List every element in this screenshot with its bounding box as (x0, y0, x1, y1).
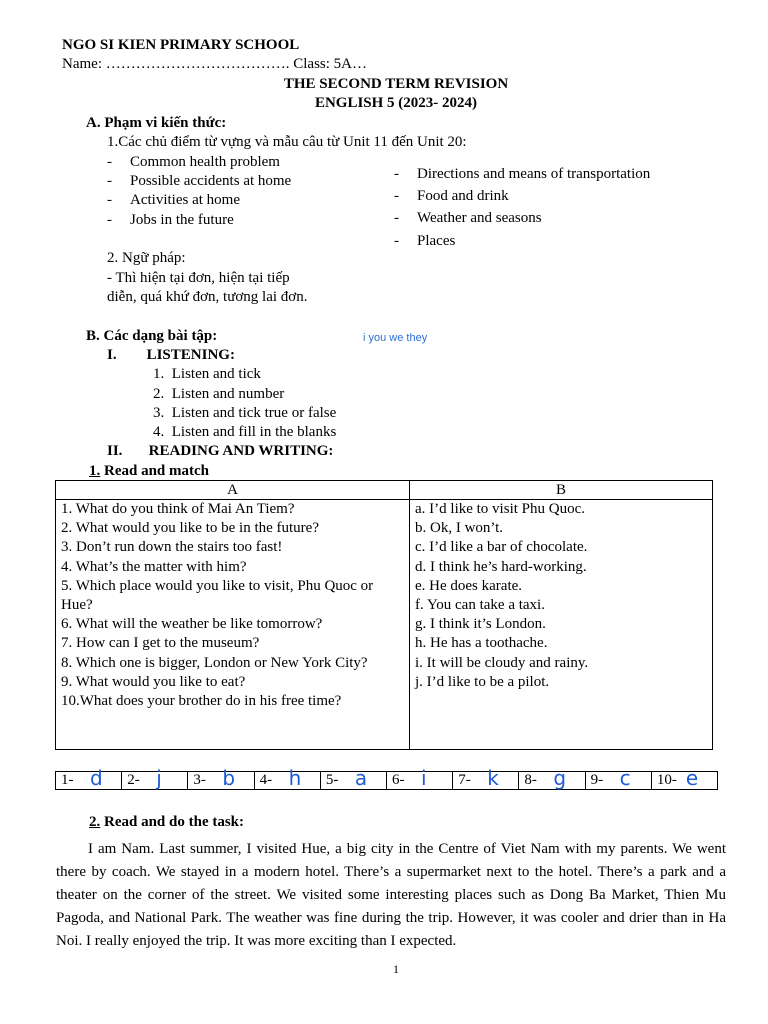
answer-label: 10- (656, 772, 677, 788)
list-item: 4. Listen and fill in the blanks (153, 424, 337, 440)
question-item: 8. Which one is bigger, London or New York City? (61, 654, 368, 671)
answer-box[interactable] (56, 766, 122, 790)
answer-box[interactable] (122, 766, 188, 790)
handwritten-answer: b (222, 766, 236, 790)
column-b-header: B (410, 481, 713, 500)
question-item: 3. Don’t run down the stairs too fast! (61, 539, 283, 556)
reading-passage: I am Nam. Last summer, I visited Hue, a big city in the Centre of Viet Nam with my parents. We went there by coach. We stayed in a modern hotel. There’s a supermarket next to the hotel. There’s a park and a theater on the corner of the street. We visited some interesting places such as Dong Ba Market, Thien Mu Pagoda, and National Park. The weather was fine during the trip. However, it was cooler and drier than in Ha Noi. I really enjoyed the trip. It was more exciting than I expected. (56, 841, 726, 949)
exercise-title: Read and do the task: (100, 814, 245, 830)
question-item: 6. What will the weather be like tomorrow? (61, 616, 323, 633)
list-item: 1. Listen and tick (153, 366, 261, 382)
exercise-1-heading (89, 462, 209, 481)
answer-box[interactable] (188, 766, 254, 790)
list-item: Weather and seasons (417, 210, 542, 226)
list-item: - (394, 188, 399, 204)
section-a-heading: A. Phạm vi kiến thức: (86, 115, 227, 131)
exercise-2-heading (89, 813, 244, 832)
name-class-line: Name: ………………………………. Class: 5A… (62, 56, 367, 72)
handwritten-answer: d (90, 766, 103, 790)
question-item: 4. What’s the matter with him? (61, 558, 247, 575)
question-item: 10.What does your brother do in his free time? (61, 693, 342, 710)
list-item: Places (417, 233, 456, 249)
document-title: THE SECOND TERM REVISION (283, 76, 509, 92)
answer-box[interactable] (321, 766, 387, 790)
questions-cell (56, 500, 410, 750)
grammar-line: diễn, quá khứ đơn, tương lai đơn. (107, 289, 308, 305)
answer-label: 9- (590, 772, 604, 788)
column-a-header: A (56, 481, 410, 500)
exercise-title: Read and match (100, 463, 210, 479)
answers-cell (410, 500, 713, 750)
answer-box[interactable] (453, 766, 519, 790)
answer-label: 6- (392, 772, 405, 788)
handwritten-answer: j (156, 766, 162, 790)
table-row (56, 500, 713, 750)
exercise-number: 1. (89, 463, 101, 479)
answer-box[interactable] (387, 766, 453, 790)
section-b-heading: B. Các dạng bài tập: (86, 328, 218, 344)
list-item: 2. Listen and number (153, 386, 285, 402)
table-header-row (56, 481, 713, 500)
answer-item: a. I’d like to visit Phu Quoc. (415, 501, 585, 517)
school-name: NGO SI KIEN PRIMARY SCHOOL (62, 37, 300, 53)
handwritten-answer: k (487, 766, 499, 790)
list-item: Activities at home (130, 192, 240, 208)
answer-label: 2- (127, 772, 140, 788)
list-item: - (107, 154, 112, 170)
reading-writing-heading: II. READING AND WRITING: (107, 443, 334, 459)
answer-label: 3- (193, 772, 206, 788)
list-item: - (394, 210, 399, 226)
handwritten-answer: h (288, 766, 302, 790)
answer-item: h. He has a toothache. (415, 635, 548, 652)
question-item: 1. What do you think of Mai An Tiem? (61, 501, 295, 517)
answer-item: b. Ok, I won’t. (415, 520, 504, 537)
matching-table (55, 480, 713, 750)
answer-item: c. I’d like a bar of chocolate. (415, 539, 588, 556)
document-subtitle: ENGLISH 5 (2023- 2024) (314, 95, 478, 111)
handwritten-answer: g (553, 766, 567, 790)
handwritten-answer: c (619, 766, 631, 790)
answer-label: 8- (524, 772, 537, 788)
list-item: 3. Listen and tick true or false (153, 405, 337, 421)
answer-label: 7- (458, 772, 471, 788)
answer-box[interactable] (652, 766, 717, 790)
list-item: Directions and means of transportation (417, 166, 651, 182)
unit-range-text: 1.Các chủ điểm từ vựng và mẫu câu từ Unit 11 đến Unit 20: (107, 134, 467, 150)
list-item: - (394, 166, 399, 182)
page-number: 1 (393, 962, 399, 976)
answer-item: e. He does karate. (415, 577, 523, 594)
list-item: Jobs in the future (130, 212, 234, 228)
handwritten-answer: a (354, 766, 368, 790)
answer-label: 1- (61, 772, 74, 788)
answer-box[interactable] (586, 766, 652, 790)
question-item: 7. How can I get to the museum? (61, 635, 260, 652)
handwritten-answer: i (421, 766, 427, 790)
list-item: Food and drink (417, 188, 509, 204)
list-item: Possible accidents at home (130, 173, 292, 189)
answer-item: j. I’d like to be a pilot. (415, 673, 550, 690)
grammar-line: - Thì hiện tại đơn, hiện tại tiếp (107, 270, 290, 286)
question-item: 5. Which place would you like to visit, Phu Quoc or Hue? (61, 577, 374, 614)
answer-box[interactable] (519, 766, 585, 790)
answer-item: f. You can take a taxi. (415, 597, 545, 614)
handwritten-note: i you we they (363, 332, 428, 344)
answer-item: i. It will be cloudy and rainy. (415, 654, 589, 671)
grammar-heading: 2. Ngữ pháp: (107, 250, 186, 266)
answer-label: 5- (325, 772, 339, 788)
answer-item: d. I think he’s hard-working. (415, 558, 587, 575)
listening-heading: I. LISTENING: (107, 347, 235, 363)
answer-label: 4- (259, 772, 273, 788)
handwritten-answer: e (685, 766, 699, 790)
answer-box[interactable] (255, 766, 321, 790)
answer-key-row (55, 766, 718, 790)
list-item: - (107, 212, 112, 228)
list-item: - (394, 233, 399, 249)
question-item: 2. What would you like to be in the future? (61, 520, 319, 537)
list-item: - (107, 192, 112, 208)
list-item: - (107, 173, 112, 189)
question-item: 9. What would you like to eat? (61, 673, 246, 690)
exercise-number: 2. (89, 814, 101, 830)
list-item: Common health problem (130, 154, 280, 170)
answer-item: g. I think it’s London. (415, 616, 546, 633)
